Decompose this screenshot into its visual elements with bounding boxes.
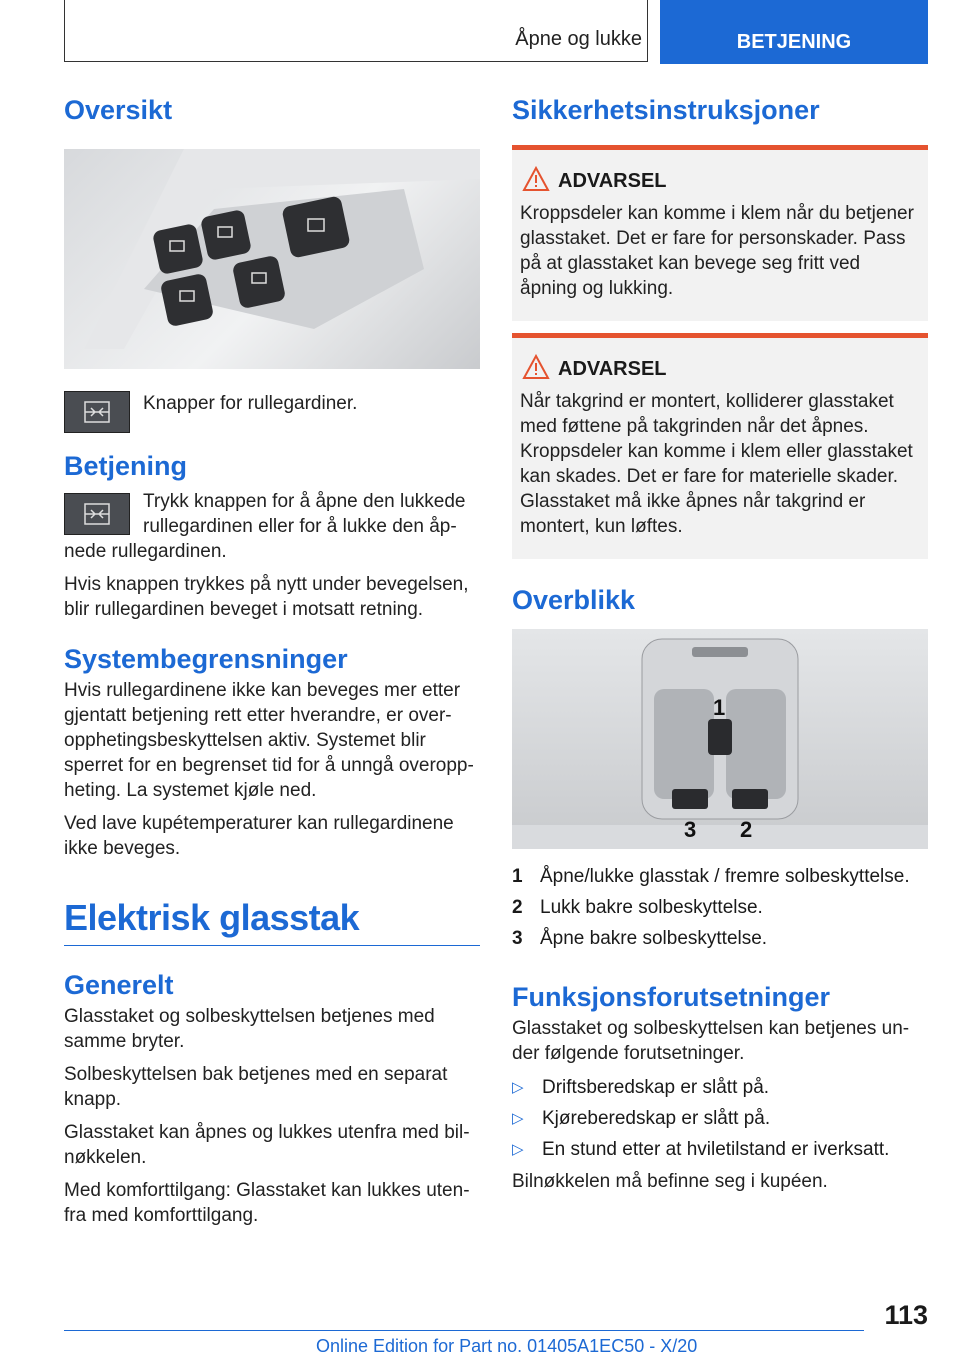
system-paragraph-2: Ved lave kupétemperaturer kan rullegardinene ikke beveges.: [64, 813, 454, 859]
warning-2-title: ADVARSEL: [558, 358, 667, 380]
callout-2: 2: [740, 817, 753, 842]
betjening-heading: Betjening: [64, 451, 188, 481]
list-item: ▷ Driftsberedskap er slått på.: [512, 1072, 928, 1103]
list-item: 3 Åpne bakre solbeskyttelse.: [512, 928, 768, 949]
func-paragraph-1: Glasstaket og solbeskyttelsen kan betjenes un-der følgende forutsetninger.: [512, 1018, 910, 1064]
bullet-triangle-icon: ▷: [512, 1141, 524, 1158]
callout-1: 1: [713, 695, 726, 720]
betjening-paragraph-1: Trykk knappen for å åpne den lukkede rullegardinen eller for å lukke den åp-nede rullegardinen.: [64, 491, 466, 562]
warning-triangle-icon: [522, 166, 550, 192]
list-item: ▷ Kjøreberedskap er slått på.: [512, 1103, 928, 1134]
page-header: [64, 0, 928, 64]
roof-console-photo: [512, 629, 928, 849]
warning-1-title: ADVARSEL: [558, 170, 667, 192]
header-section-title: Åpne og lukke: [515, 28, 642, 50]
footer-edition: Online Edition for Part no. 01405A1EC50 - X/20: [316, 1336, 698, 1356]
bullet-triangle-icon: ▷: [512, 1110, 524, 1127]
generelt-paragraph-2: Solbeskyttelsen bak betjenes med en separat knapp.: [64, 1064, 448, 1110]
generelt-heading: Generelt: [64, 970, 174, 1000]
system-paragraph-1: Hvis rullegardinene ikke kan beveges mer etter gjentatt betjening rett etter hverandre, er over-opphetingsbeskyttelsen aktiv. Systemet blir sperret for en begrenset tid for å unngå overopp-heting. La systemet kjøle ned.: [64, 680, 474, 801]
generelt-paragraph-3: Glasstaket kan åpnes og lukkes utenfra med bil-nøkkelen.: [64, 1122, 470, 1168]
warning-triangle-icon: [522, 354, 550, 380]
safety-heading: Sikkerhetsinstruksjoner: [512, 95, 820, 125]
generelt-paragraph-1: Glasstaket og solbeskyttelsen betjenes med samme bryter.: [64, 1006, 435, 1052]
header-chapter-tab: BETJENING: [660, 0, 928, 64]
betjening-paragraph-2: Hvis knappen trykkes på nytt under bevegelsen, blir rullegardinen beveget i motsatt retning.: [64, 574, 469, 620]
callout-3: 3: [684, 817, 697, 842]
icon-caption: [64, 391, 480, 451]
func-paragraph-2: Bilnøkkelen må befinne seg i kupéen.: [512, 1171, 828, 1192]
warning-1-text: Kroppsdeler kan komme i klem når du betjener glasstaket. Det er fare for personskader. Pass på at glasstaket kan bevege seg fritt ved åpning og lukking.: [520, 203, 914, 299]
betjening-block: [64, 489, 480, 622]
page-number: 113: [884, 1300, 928, 1330]
func-heading: Funksjonsforutsetninger: [512, 982, 831, 1012]
right-column: [512, 95, 928, 1194]
sunblind-button-icon-2: [64, 493, 130, 535]
oversikt-caption: Knapper for rullegardiner.: [143, 393, 358, 414]
list-item: 1 Åpne/lukke glasstak / fremre solbeskyttelse.: [512, 866, 910, 887]
window-switch-photo: [64, 149, 480, 369]
oversikt-heading: Oversikt: [64, 95, 173, 125]
roof-console-illustration: [512, 629, 928, 849]
generelt-paragraph-4: Med komforttilgang: Glasstaket kan lukkes uten-fra med komforttilgang.: [64, 1180, 470, 1226]
switch-panel-illustration: [64, 149, 480, 369]
warning-box-2: [512, 333, 928, 559]
list-item: ▷ En stund etter at hviletilstand er iverksatt.: [512, 1134, 928, 1165]
bullet-list: [512, 1072, 928, 1165]
list-item: 2 Lukk bakre solbeskyttelse.: [512, 897, 763, 918]
system-heading: Systembegrensninger: [64, 644, 348, 674]
chapter-rule: [64, 945, 480, 946]
callout-list: [512, 861, 928, 954]
warning-box-1: [512, 145, 928, 321]
chapter-heading: Elektrisk glasstak: [64, 897, 360, 938]
footer-rule: [64, 1330, 864, 1331]
left-column: [64, 95, 480, 1228]
sunblind-button-icon: [64, 391, 130, 433]
bullet-triangle-icon: ▷: [512, 1079, 524, 1096]
warning-2-text: Når takgrind er montert, kolliderer glasstaket med føttene på takgrinden når det åpnes. Kroppsdeler kan komme i klem eller glasstaket kan skades. Det er fare for materielle skader. Glasstaket må ikke åpnes når takgrind er montert, kun løftes.: [520, 391, 913, 537]
overblikk-heading: Overblikk: [512, 585, 636, 615]
